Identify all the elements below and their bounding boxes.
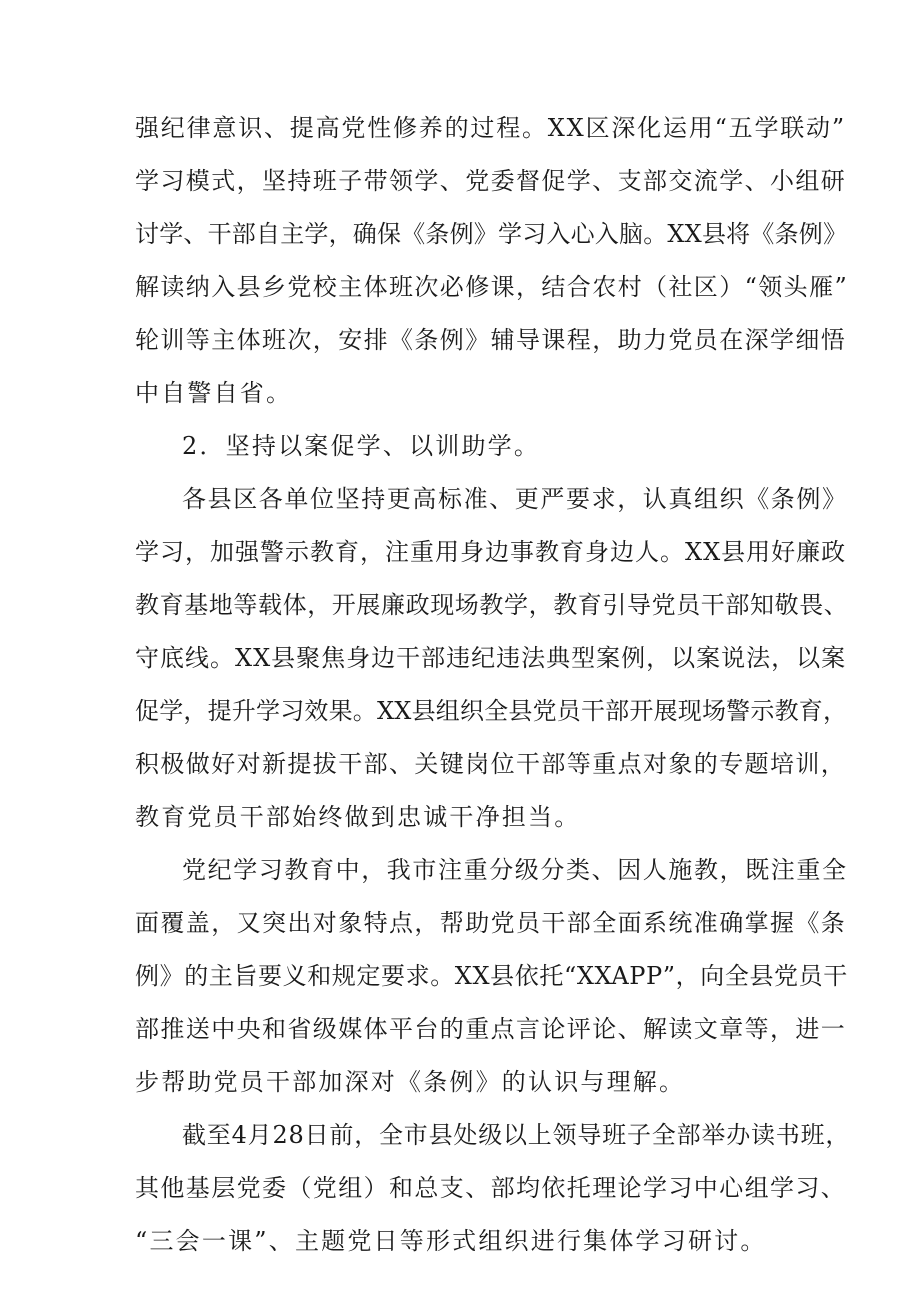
paragraph-start: 党纪学习教育中，我市注重分级分类、因人施教，既注重全 — [182, 856, 848, 884]
paragraph-start: 截至4月28日前，全市县处级以上领导班子全部举办读书班， — [182, 1121, 851, 1149]
text-line: 例》的主旨要义和规定要求。XX县依托“XXAPP”，向全县党员干 — [135, 962, 848, 990]
text-line: 强纪律意识、提高党性修养的过程。XX区深化运用“五学联动” — [135, 114, 846, 142]
text-line: 积极做好对新提拔干部、关键岗位干部等重点对象的专题培训， — [135, 750, 847, 778]
text-line: 其他基层党委（党组）和总支、部均依托理论学习中心组学习、 — [135, 1174, 847, 1202]
text-line: 中自警自省。 — [135, 379, 293, 407]
text-line: 解读纳入县乡党校主体班次必修课，结合农村（社区）“领头雁” — [135, 273, 849, 301]
text-line: 守底线。XX县聚焦身边干部违纪违法典型案例，以案说法，以案 — [135, 644, 847, 672]
section-heading: 2．坚持以案促学、以训助学。 — [182, 432, 541, 460]
text-line: 教育党员干部始终做到忠诚干净担当。 — [135, 803, 581, 831]
text-line: 步帮助党员干部加深对《条例》的认识与理解。 — [135, 1068, 686, 1096]
paragraph-start: 各县区各单位坚持更高标准、更严要求，认真组织《条例》 — [182, 485, 848, 513]
text-line: 学习模式，坚持班子带领学、党委督促学、支部交流学、小组研 — [135, 167, 847, 195]
text-line: “三会一课”、主题党日等形式组织进行集体学习研讨。 — [135, 1227, 767, 1255]
text-line: 教育基地等载体，开展廉政现场教学，教育引导党员干部知敬畏、 — [135, 591, 849, 619]
text-line: 部推送中央和省级媒体平台的重点言论评论、解读文章等，进一 — [135, 1015, 847, 1043]
text-line: 促学，提升学习效果。XX县组织全县党员干部开展现场警示教育， — [135, 697, 848, 725]
text-line: 学习，加强警示教育，注重用身边事教育身边人。XX县用好廉政 — [135, 538, 847, 566]
text-line: 轮训等主体班次，安排《条例》辅导课程，助力党员在深学细悟 — [135, 326, 847, 354]
text-line: 讨学、干部自主学，确保《条例》学习入心入脑。XX县将《条例》 — [135, 220, 848, 248]
text-line: 面覆盖，又突出对象特点，帮助党员干部全面系统准确掌握《条 — [135, 909, 847, 937]
